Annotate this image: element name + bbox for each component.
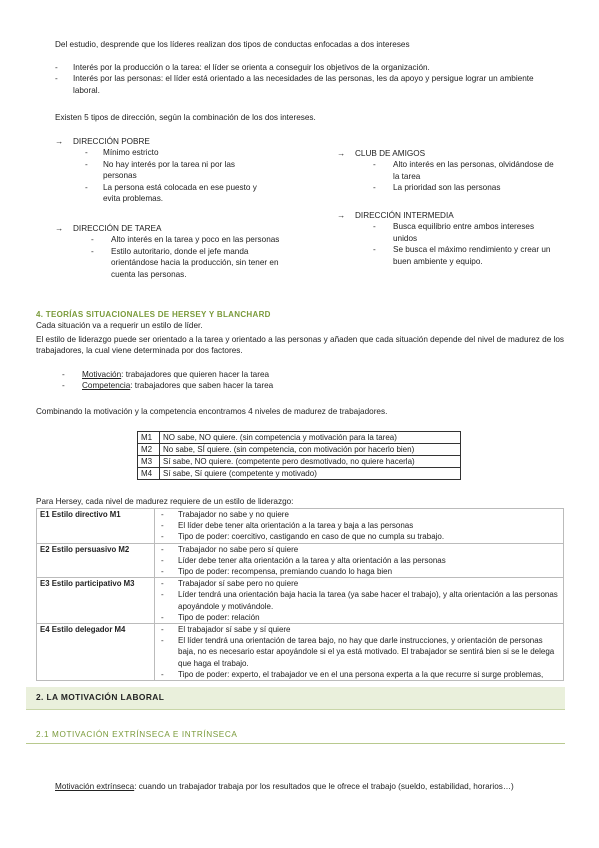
dir-pobre-title: DIRECCIÓN POBRE [73,137,150,146]
heading-2-1: 2.1 MOTIVACIÓN EXTRÍNSECA E INTRÍNSECA [36,730,238,739]
dash-bullet: - [62,381,65,391]
style-name: E4 Estilo delegador M4 [37,624,155,681]
list-item [337,182,555,193]
dir-intermedia-title: DIRECCIÓN INTERMEDIA [355,211,454,220]
heading-2: 2. LA MOTIVACIÓN LABORAL [36,692,165,702]
list-item: - Tipo de poder: experto, el trabajador ve en el una persona experta a la que recurre si surge problemas, [158,669,560,680]
list-item: - Tipo de poder: coercitivo, castigando en caso de que no cumpla su trabajo. [158,531,560,542]
style-items [155,543,564,578]
list-item: - Trabajador no sabe pero sí quiere [158,544,560,555]
dash-bullet: - [85,182,88,192]
list-item: - Líder debe tener alta orientación a la tarea y alta orientación a las personas [158,555,560,566]
item-text: Busca equilibrio entre ambos intereses unidos [393,222,535,243]
club-title: CLUB DE AMIGOS [355,149,426,158]
factor-term: Motivación [82,370,122,379]
dash-bullet: - [85,159,88,169]
dash-bullet: - [373,160,376,170]
arrow-icon: → [55,224,64,233]
dir-tarea-heading [55,223,305,234]
list-item: - El líder debe tener alta orientación a la tarea y baja a las personas [158,520,560,531]
five-types-text: Existen 5 tipos de dirección, según la combinación de los dos intereses. [55,113,316,122]
styles-table [36,508,564,681]
item-text: Alto interés en la tarea y poco en las personas [111,235,280,245]
dir-tarea-block [55,223,305,280]
table-row [37,578,564,624]
list-item [62,380,462,391]
list-item [55,182,263,205]
intro-text: Del estudio, desprende que los líderes realizan dos tipos de conductas enfocadas a dos intereses [55,40,410,49]
style-name: E1 Estilo directivo M1 [37,509,155,544]
list-item [55,246,283,280]
interest-text: Interés por la producción o la tarea: el líder se orienta a conseguir los objetivos de la organización. [73,63,430,72]
list-item [55,73,555,96]
dash-bullet: - [373,222,376,232]
section4-p2: El estilo de liderazgo puede ser orientado a la tarea y orientado a las personas y añaden que cada situación depende del nivel de madurez de los trabajadores, la cual viene determinada por dos factores. [36,335,564,356]
list-item: - El trabajador sí sabe y sí quiere [158,624,560,635]
combining-text: Combinando la motivación y la competencia encontramos 4 niveles de madurez de trabajadores. [36,407,388,416]
style-name: E3 Estilo participativo M3 [37,578,155,624]
list-item [337,221,555,244]
level-code: M3 [138,456,160,468]
list-item [337,244,555,267]
item-text: Estilo autoritario, donde el jefe manda orientándose hacia la producción, sin tener en cuenta las personas. [111,246,279,279]
hersey-intro: Para Hersey, cada nivel de madurez requiere de un estilo de liderazgo: [36,497,294,506]
dir-pobre-block [55,136,295,204]
dir-tarea-title: DIRECCIÓN DE TAREA [73,224,162,233]
style-name: E2 Estilo persuasivo M2 [37,543,155,578]
level-desc: NO sabe, NO quiere. (sin competencia y motivación para la tarea) [160,432,461,444]
factor-desc: : trabajadores que saben hacer la tarea [130,381,274,391]
level-code: M1 [138,432,160,444]
list-item: - El líder tendrá una orientación de tarea bajo, no hay que darle instrucciones, y orientación de personas baja, no es necesario estar apoyándole si el ya está motivado. El trabajador se sentirá bien si se le delega que haga el trabajo. [158,635,560,669]
item-text: La prioridad son las personas [393,183,501,193]
dash-bullet: - [91,235,94,245]
table-row [138,444,461,456]
table-row [37,543,564,578]
table-row [138,468,461,480]
arrow-icon: → [337,149,346,158]
dir-intermedia-heading [337,210,567,221]
table-row [138,432,461,444]
extrinseca-paragraph [55,781,555,792]
arrow-icon: → [55,137,64,146]
list-item [55,62,555,73]
list-item [55,234,283,245]
style-items [155,624,564,681]
dash-bullet: - [62,370,65,379]
dir-pobre-heading [55,136,295,147]
dash-bullet: - [85,148,88,158]
factors-list [62,369,462,392]
dash-bullet: - [373,245,376,255]
section4-heading: 4. TEORÍAS SITUACIONALES DE HERSEY Y BLANCHARD [36,310,271,319]
level-desc: Sí sabe, Sí quiere (competente y motivado) [160,468,461,480]
list-item [55,147,263,158]
interest-text: Interés por las personas: el líder está orientado a las necesidades de las personas, les da apoyo y persigue lograr un ambiente laboral. [73,74,534,95]
dash-bullet: - [55,63,58,72]
list-item: - Trabajador no sabe y no quiere [158,509,560,520]
dash-bullet: - [91,246,94,256]
list-item: - Trabajador sí sabe pero no quiere [158,578,560,589]
level-desc: Sí sabe, NO quiere. (competente pero desmotivado, no quiere hacerla) [160,456,461,468]
dash-bullet: - [55,74,58,84]
dir-intermedia-block [337,210,567,267]
table-row [138,456,461,468]
level-code: M2 [138,444,160,456]
dash-bullet: - [373,183,376,193]
interests-list [55,62,555,96]
level-code: M4 [138,468,160,480]
item-text: No hay interés por la tarea ni por las personas [103,159,235,181]
factor-desc: : trabajadores que quieren hacer la tarea [121,370,270,379]
list-item: - Tipo de poder: relación [158,612,560,623]
club-block [337,148,567,194]
arrow-icon: → [337,211,346,220]
list-item: - Tipo de poder: recompensa, premiando cuando lo haga bien [158,566,560,577]
item-text: Alto interés en las personas, olvidándose de la tarea [393,160,554,181]
extrinseca-term: Motivación extrínseca [55,782,135,791]
section4-p1: Cada situación va a requerir un estilo de líder. [36,321,203,330]
club-heading [337,148,567,159]
factor-term: Competencia [82,381,131,391]
maturity-table [137,431,461,480]
item-text: Mínimo estricto [103,148,159,158]
item-text: La persona está colocada en ese puesto y evita problemas. [103,182,257,204]
item-text: Se busca el máximo rendimiento y crear un buen ambiente y equipo. [393,245,551,266]
table-row [37,509,564,544]
list-item [62,369,462,380]
level-desc: No sabe, SÍ quiere. (sin competencia, con motivación por hacerlo bien) [160,444,461,456]
list-item: - Líder tendrá una orientación baja hacia la tarea (ya sabe hacer el trabajo), y alta orientación a las personas apoyándole y motivándole. [158,589,560,611]
list-item [337,159,555,182]
table-row [37,624,564,681]
list-item [55,159,263,182]
extrinseca-desc: : cuando un trabajador trabaja por los resultados que le ofrece el trabajo (sueldo, estabilidad, horarios…) [134,782,514,791]
style-items [155,578,564,624]
style-items [155,509,564,544]
